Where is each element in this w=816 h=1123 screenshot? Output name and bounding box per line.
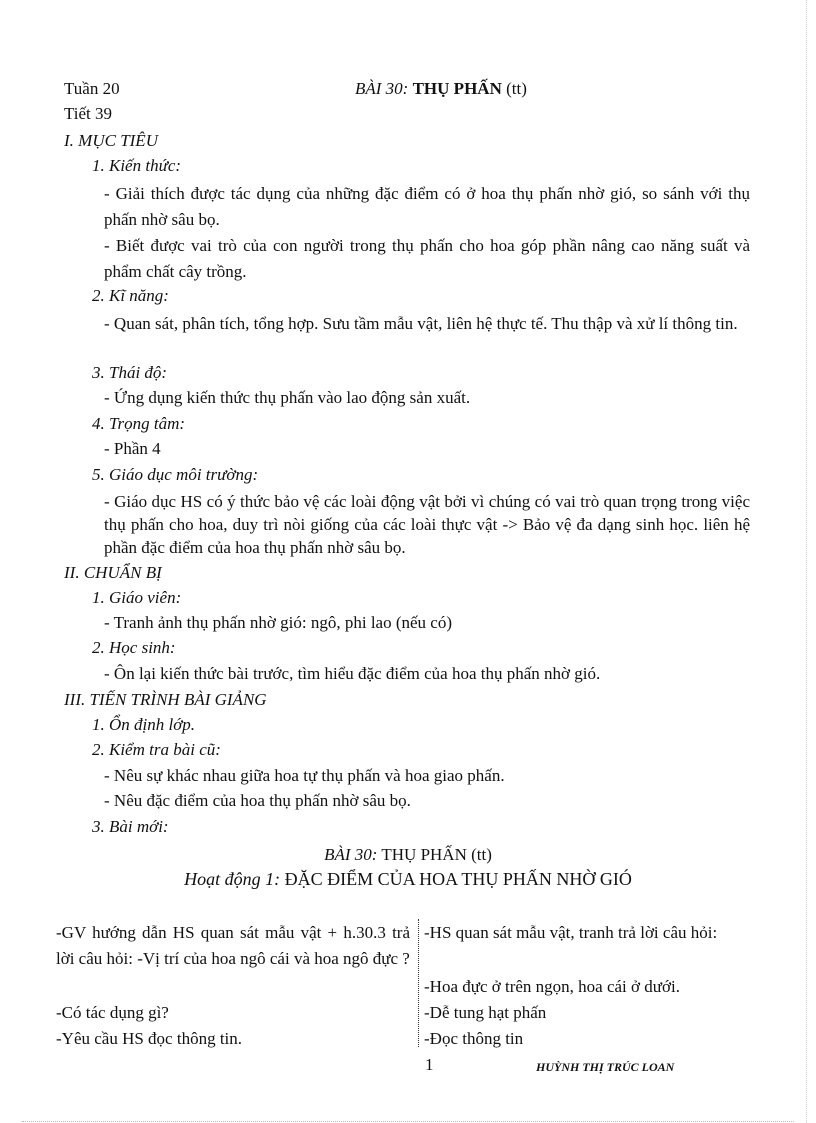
student-item-1: - Ôn lại kiến thức bài trước, tìm hiểu đặc điểm của hoa thụ phấn nhờ gió. — [104, 664, 601, 683]
lesson-title-suffix: (tt) — [506, 79, 527, 98]
focus-item-1: - Phần 4 — [104, 439, 161, 458]
lesson-title-main: THỤ PHẤN — [412, 79, 502, 98]
attitude-item-1: - Ứng dụng kiến thức thụ phấn vào lao động sản xuất. — [104, 388, 471, 407]
lesson-heading-main: THỤ PHẤN (tt) — [381, 845, 492, 864]
activity-main: ĐẶC ĐIỂM CỦA HOA THỤ PHẤN NHỜ GIÓ — [284, 869, 632, 889]
page-bottom-border — [22, 1121, 794, 1122]
student-heading: 2. Học sinh: — [92, 638, 176, 657]
review-item-1: - Nêu sự khác nhau giữa hoa tự thụ phấn và hoa giao phấn. — [104, 766, 505, 785]
section-objectives-heading: I. MỤC TIÊU — [64, 131, 158, 150]
teacher-activity-2: -Có tác dụng gì? — [56, 1003, 169, 1022]
attitude-heading: 3. Thái độ: — [92, 363, 168, 382]
teacher-item-1: - Tranh ảnh thụ phấn nhờ gió: ngô, phi lao (nếu có) — [104, 613, 453, 632]
section-process-heading: III. TIẾN TRÌNH BÀI GIẢNG — [64, 690, 267, 709]
skills-heading: 2. Kĩ năng: — [92, 286, 169, 305]
stabilize-class: 1. Ổn định lớp. — [92, 715, 196, 734]
student-activity-4: -Đọc thông tin — [424, 1029, 524, 1048]
section-preparation-heading: II. CHUẨN BỊ — [64, 563, 162, 582]
activity-heading — [0, 869, 816, 889]
lesson-heading — [0, 845, 816, 865]
environment-item-1: - Giáo dục HS có ý thức bảo vệ các loài động vật bởi vì chúng có vai trò quan trọng trong việc thụ phấn cho hoa, duy trì nòi giống của các loài thực vật -> Bảo vệ đa dạng sinh học. liên hệ phần đặc điểm của hoa thụ phấn nhờ sâu bọ. — [104, 492, 750, 557]
student-activity-2: -Hoa đực ở trên ngọn, hoa cái ở dưới. — [424, 977, 680, 996]
student-activity-1: -HS quan sát mẫu vật, tranh trả lời câu hỏi: — [424, 923, 718, 942]
activity-prefix: Hoạt động 1: — [184, 869, 281, 889]
lesson-heading-prefix: BÀI 30: — [324, 845, 378, 864]
lesson-title — [355, 79, 527, 99]
lesson-title-prefix: BÀI 30: — [355, 79, 409, 98]
page-right-border — [806, 0, 807, 1123]
knowledge-item-1: - Giải thích được tác dụng của những đặc điểm có ở hoa thụ phấn nhờ gió, so sánh với thụ phấn nhờ sâu bọ. — [104, 184, 750, 229]
week-label: Tuần 20 — [64, 79, 120, 98]
new-lesson-heading: 3. Bài mới: — [92, 817, 169, 836]
knowledge-heading: 1. Kiến thức: — [92, 156, 182, 175]
skills-item-1: - Quan sát, phân tích, tổng hợp. Sưu tầm mẫu vật, liên hệ thực tế. Thu thập và xử lí thông tin. — [104, 314, 738, 333]
knowledge-item-2: - Biết được vai trò của con người trong thụ phấn cho hoa góp phần nâng cao năng suất và phẩm chất cây trồng. — [104, 236, 750, 281]
focus-heading: 4. Trọng tâm: — [92, 414, 186, 433]
review-item-2: - Nêu đặc điểm của hoa thụ phấn nhờ sâu bọ. — [104, 791, 411, 810]
teacher-heading: 1. Giáo viên: — [92, 588, 182, 607]
teacher-activity-3: -Yêu cầu HS đọc thông tin. — [56, 1029, 243, 1048]
student-activity-3: -Dễ tung hạt phấn — [424, 1003, 547, 1022]
page-number: 1 — [425, 1055, 434, 1074]
environment-heading: 5. Giáo dục môi trường: — [92, 465, 259, 484]
review-heading: 2. Kiểm tra bài cũ: — [92, 740, 221, 759]
column-divider — [418, 919, 419, 1047]
period-label: Tiết 39 — [64, 104, 113, 123]
author-name: HUỲNH THỊ TRÚC LOAN — [536, 1060, 675, 1074]
teacher-activity-1: -GV hướng dẫn HS quan sát mẫu vật + h.30.3 trả lời câu hỏi: -Vị trí của hoa ngô cái và hoa ngô đực ? — [56, 923, 410, 968]
